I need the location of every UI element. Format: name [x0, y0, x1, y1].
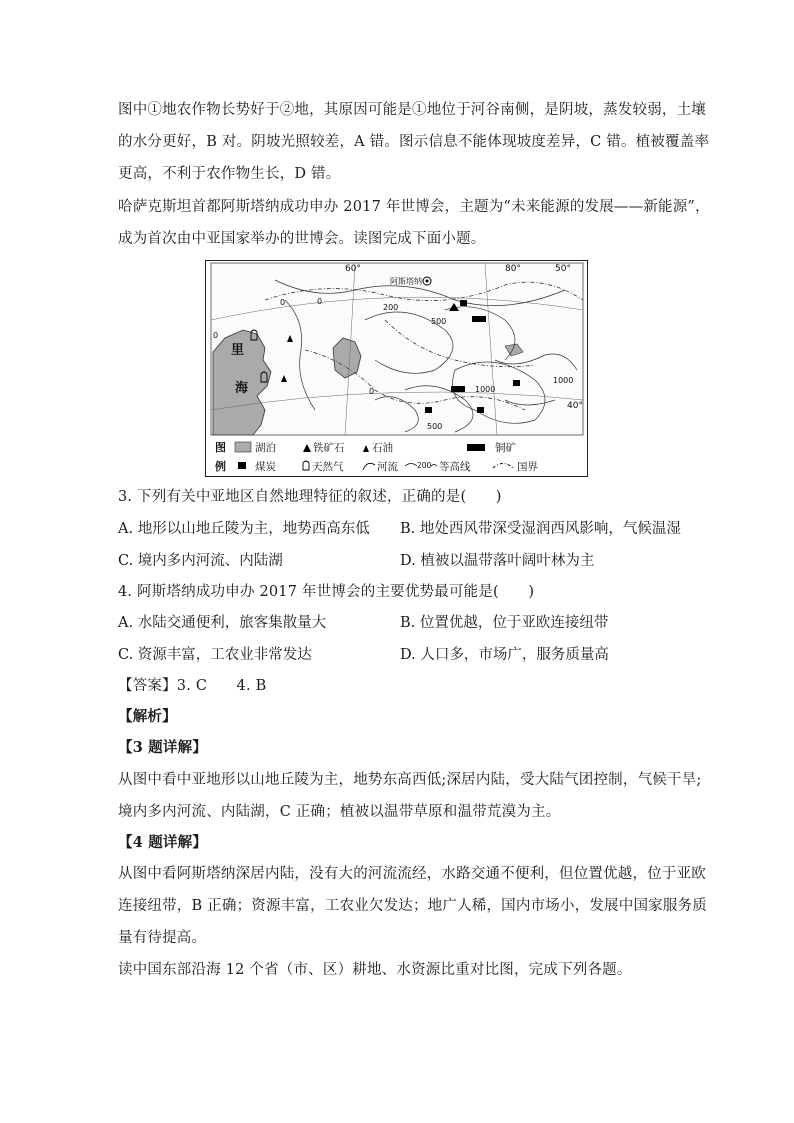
coal-icon: [425, 407, 432, 413]
intro-line-1: 图中①地农作物长势好于②地，其原因可能是①地位于河谷南侧，是阴坡，蒸发较弱，土壤: [118, 102, 706, 118]
coal-icon: [477, 407, 484, 413]
longitude-60: 60°: [345, 264, 361, 274]
legend-gas: 天然气: [312, 461, 344, 473]
copper-icon: [472, 316, 486, 322]
contour-label-1: 0: [280, 298, 286, 307]
contour-label-8: 0: [369, 387, 375, 396]
lake-char-2: 海: [235, 381, 249, 396]
astana-label: 阿斯塔纳: [390, 277, 422, 286]
coal-icon: [460, 300, 467, 306]
contour-label-4: 500: [431, 317, 447, 326]
q3-detail-line-2: 境内多内河流、内陆湖，C 正确；植被以温带草原和温带荒漠为主。: [118, 804, 561, 820]
q3-option-c: C. 境内多内河流、内陆湖: [118, 553, 283, 569]
copper-legend-icon: [467, 444, 485, 451]
map-svg: [205, 260, 588, 477]
astana-capital-marker: [423, 277, 431, 285]
q3-detail-heading: 【3 题详解】: [118, 739, 208, 756]
q3-option-b: B. 地处西风带深受湿润西风影响，气候温湿: [400, 521, 681, 537]
q4-detail-line-1: 从图中看阿斯塔纳深居内陆，没有大的河流流经，水路交通不便利，但位置优越，位于亚欧: [118, 866, 706, 882]
legend-oil: 石油: [372, 442, 393, 454]
contour-label-0: 0: [213, 331, 219, 340]
stem-line-1: 哈萨克斯坦首都阿斯塔纳成功申办 2017 年世博会，主题为“未来能源的发展——新能源”，: [118, 199, 710, 215]
contour-label-3: 200: [383, 303, 399, 312]
next-question-intro: 读中国东部沿海 12 个省（市、区）耕地、水资源比重对比图，完成下列各题。: [118, 962, 632, 978]
q4-option-a: A. 水陆交通便利，旅客集散量大: [118, 615, 327, 631]
question-4-stem: 4. 阿斯塔纳成功申办 2017 年世博会的主要优势最可能是( ): [118, 584, 535, 600]
analysis-label: 【解析】: [118, 708, 177, 725]
q4-detail-heading: 【4 题详解】: [118, 834, 208, 851]
q4-detail-line-3: 量有待提高。: [118, 930, 207, 946]
copper-icon: [451, 386, 465, 392]
contour-label-5: 1000: [475, 385, 496, 394]
central-asia-map: [205, 260, 588, 477]
coal-legend-icon: [238, 462, 246, 469]
q4-option-b: B. 位置优越，位于亚欧连接纽带: [400, 615, 609, 631]
legend-contour-value: 200: [417, 461, 432, 470]
latitude-40: 40°: [567, 401, 583, 411]
q3-detail-line-1: 从图中看中亚地形以山地丘陵为主，地势东高西低;深居内陆，受大陆气团控制，气候干旱;: [118, 772, 702, 788]
longitude-80: 80°: [505, 264, 521, 274]
legend-copper: 铜矿: [495, 442, 516, 454]
coal-icon: [513, 380, 520, 386]
q3-option-a: A. 地形以山地丘陵为主，地势西高东低: [118, 521, 370, 537]
contour-label-2: 0: [317, 297, 323, 306]
lake-legend-icon: [235, 442, 251, 452]
longitude-50: 50°: [555, 264, 571, 274]
intro-line-2: 的水分更好，B 对。阴坡光照较差，A 错。图示信息不能体现坡度差异，C 错。植被覆盖率: [118, 134, 710, 150]
legend-river: 河流: [377, 461, 398, 473]
contour-label-6: 1000: [553, 376, 574, 385]
legend-title-bottom: 例: [215, 460, 226, 473]
q4-detail-line-2: 连接纽带，B 正确；资源丰富，工农业欠发达；地广人稀，国内市场小，发展中国家服务质: [118, 898, 707, 914]
legend-border: 国界: [517, 461, 538, 473]
question-3-stem: 3. 下列有关中亚地区自然地理特征的叙述，正确的是( ): [118, 489, 502, 505]
legend-contour: 等高线: [439, 461, 471, 473]
legend-iron-ore: 铁矿石: [313, 442, 345, 454]
intro-line-3: 更高，不利于农作物生长，D 错。: [118, 166, 341, 182]
legend-lake: 湖泊: [255, 442, 276, 454]
q4-option-c: C. 资源丰富，工农业非常发达: [118, 647, 312, 663]
legend-title-top: 图: [215, 441, 226, 454]
q4-option-d: D. 人口多，市场广，服务质量高: [400, 647, 609, 663]
answer-line: 【答案】3. C 4. B: [118, 678, 267, 694]
legend-coal: 煤炭: [255, 461, 276, 473]
lake-char-1: 里: [231, 343, 245, 358]
stem-line-2: 成为首次由中亚国家举办的世博会。读图完成下面小题。: [118, 231, 486, 247]
q3-option-d: D. 植被以温带落叶阔叶林为主: [400, 553, 595, 569]
contour-label-7: 500: [427, 422, 443, 431]
